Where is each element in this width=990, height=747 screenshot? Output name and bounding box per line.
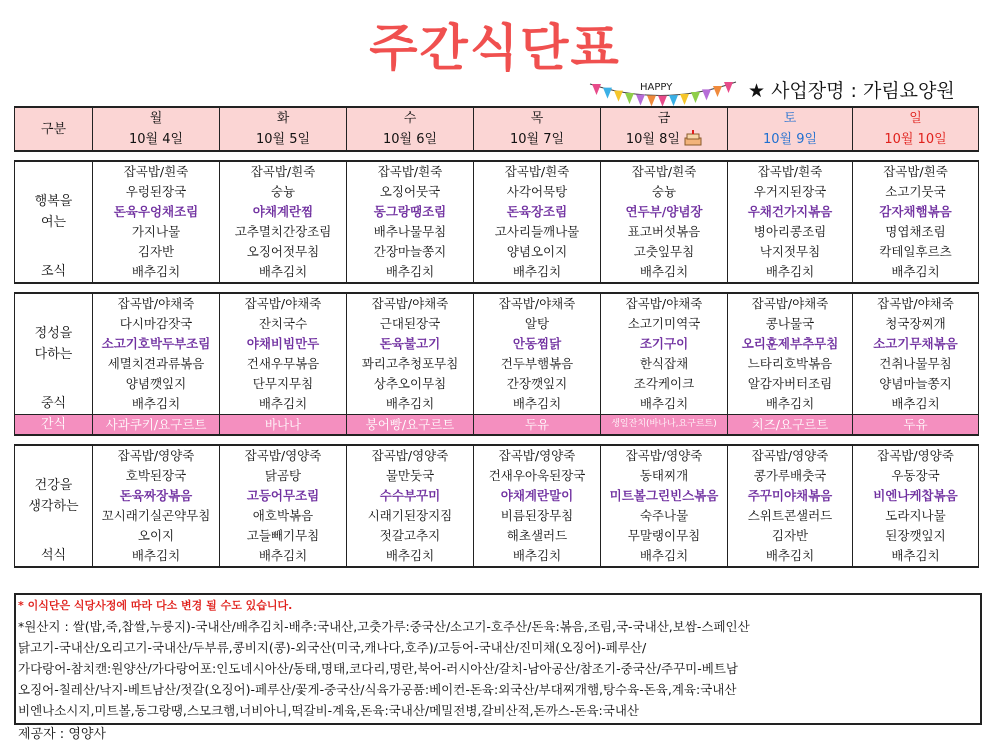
menu-item: 배추김치 [853, 262, 979, 283]
origin-line: *원산지 : 쌀(밥,죽,찹쌀,누룽지)-국내산/배추김치-배추:국내산,고춧가루:중국산/소고기-호주산/돈육:볶음,조림,국-국내산,보쌈-스페인산 [18, 619, 750, 634]
menu-item: 배추김치 [853, 546, 979, 567]
banner-flag [625, 93, 634, 104]
menu-item: 건새우아욱된장국 [474, 466, 601, 486]
menu-item: 잡곡밥/흰죽 [728, 161, 853, 182]
menu-item: 표고버섯볶음 [601, 222, 728, 242]
day-date-text: 10월 7일 [509, 132, 565, 147]
menu-item: 칵테일후르츠 [853, 242, 979, 262]
menu-item: 연두부/양념장 [601, 202, 728, 222]
day-date-text: 10월 10일 [884, 132, 947, 147]
menu-item: 배추김치 [853, 394, 979, 415]
menu-item: 가지나물 [93, 222, 220, 242]
menu-item: 숭늉 [601, 182, 728, 202]
menu-item: 병아리콩조림 [728, 222, 853, 242]
day-date-text: 10월 6일 [382, 132, 438, 147]
menu-item: 잡곡밥/야채죽 [853, 293, 979, 314]
menu-item: 우채건가지볶음 [728, 202, 853, 222]
menu-item: 감자채햄볶음 [853, 202, 979, 222]
menu-item: 배추김치 [347, 546, 474, 567]
cake-icon [684, 130, 702, 146]
menu-item: 배추김치 [220, 262, 347, 283]
menu-item: 잡곡밥/흰죽 [347, 161, 474, 182]
menu-item: 잡곡밥/영양죽 [93, 445, 220, 466]
menu-item: 잡곡밥/영양죽 [220, 445, 347, 466]
menu-item: 잡곡밥/흰죽 [474, 161, 601, 182]
menu-item: 잡곡밥/영양죽 [474, 445, 601, 466]
menu-item: 낙지젓무침 [728, 242, 853, 262]
menu-item: 배추김치 [93, 262, 220, 283]
menu-item: 배추김치 [474, 394, 601, 415]
snack-item: 사과쿠키/요구르트 [93, 415, 220, 436]
snack-item: 두유 [474, 415, 601, 436]
menu-item: 오리훈제부추무침 [728, 334, 853, 354]
day-date [93, 129, 220, 151]
menu-item: 돈육불고기 [347, 334, 474, 354]
menu-item: 해초샐러드 [474, 526, 601, 546]
day-name: 화 [220, 107, 347, 129]
day-date [728, 129, 853, 151]
menu-item: 건두부햄볶음 [474, 354, 601, 374]
dinner-label [15, 445, 93, 546]
menu-item: 우동장국 [853, 466, 979, 486]
menu-item: 오이지 [93, 526, 220, 546]
day-date [474, 129, 601, 151]
menu-item: 명엽채조림 [853, 222, 979, 242]
menu-item: 수수부꾸미 [347, 486, 474, 506]
weekly-menu-table [14, 106, 979, 568]
banner-flag [592, 84, 601, 95]
notes-box [14, 593, 982, 725]
day-date [220, 129, 347, 151]
menu-item: 잡곡밥/야채죽 [93, 293, 220, 314]
menu-item: 우렁된장국 [93, 182, 220, 202]
menu-item: 동태찌개 [601, 466, 728, 486]
menu-item: 잡곡밥/영양죽 [347, 445, 474, 466]
day-name: 수 [347, 107, 474, 129]
lunch-label [15, 293, 93, 394]
origin-line: 비엔나소시지,미트볼,동그랑땡,스모크햄,너비아니,떡갈비-계육,돈육:국내산/메밀전병,갈비산적,돈까스-돈육:국내산 [18, 703, 639, 718]
origin-line: 닭고기-국내산/오리고기-국내산/두부류,콩비지(콩)-외국산(미국,캐나다,호주)/고등어-국내산/진미채(오징어)-페루산/ [18, 640, 647, 655]
spacer [15, 151, 979, 161]
menu-item: 배추나물무침 [347, 222, 474, 242]
menu-item: 된장깻잎지 [853, 526, 979, 546]
menu-item: 돈육우엉채조림 [93, 202, 220, 222]
provider-footer: 제공자 : 영양사 [18, 727, 106, 742]
menu-item: 소고기호박두부조림 [93, 334, 220, 354]
menu-item: 콩나물국 [728, 314, 853, 334]
day-date-text: 10월 5일 [255, 132, 311, 147]
menu-item: 간장깻잎지 [474, 374, 601, 394]
day-name: 일 [853, 107, 979, 129]
menu-item: 숭늉 [220, 182, 347, 202]
menu-item: 배추김치 [220, 394, 347, 415]
menu-item: 배추김치 [93, 546, 220, 567]
menu-item: 호박된장국 [93, 466, 220, 486]
day-date [347, 129, 474, 151]
menu-item: 꽈리고추청포무침 [347, 354, 474, 374]
menu-item: 미트볼그린빈스볶음 [601, 486, 728, 506]
menu-item: 콩가루배춧국 [728, 466, 853, 486]
menu-item: 조기구이 [601, 334, 728, 354]
snack-label: 간식 [15, 415, 93, 436]
menu-item: 고추멸치간장조림 [220, 222, 347, 242]
menu-item: 세멸치견과류볶음 [93, 354, 220, 374]
menu-item: 배추김치 [93, 394, 220, 415]
snack-item: 생일잔치(바나나,요구르트) [601, 415, 728, 436]
menu-item: 근대된장국 [347, 314, 474, 334]
menu-item: 배추김치 [220, 546, 347, 567]
day-date [853, 129, 979, 151]
menu-item: 잡곡밥/흰죽 [93, 161, 220, 182]
menu-item: 조각케이크 [601, 374, 728, 394]
menu-item: 단무지무침 [220, 374, 347, 394]
day-name: 토 [728, 107, 853, 129]
day-name: 월 [93, 107, 220, 129]
lunch-meal-name: 중식 [15, 394, 93, 415]
menu-item: 애호박볶음 [220, 506, 347, 526]
menu-item: 비엔나케찹볶음 [853, 486, 979, 506]
origin-line: 가다랑어-참치캔:원양산/가다랑어포:인도네시아산/동태,명태,코다리,명란,북어-러시아산/갈치-남아공산/참조기-중국산/주꾸미-베트남 [18, 661, 738, 676]
menu-item: 잔치국수 [220, 314, 347, 334]
menu-item: 물만둣국 [347, 466, 474, 486]
menu-item: 오징어뭇국 [347, 182, 474, 202]
menu-item: 오징어젓무침 [220, 242, 347, 262]
breakfast-label [15, 161, 93, 262]
banner-flag [713, 86, 722, 97]
meal-slogan-line: 정성을 [34, 326, 73, 341]
menu-item: 청국장찌개 [853, 314, 979, 334]
menu-item: 소고기무채볶음 [853, 334, 979, 354]
menu-item: 젓갈고추지 [347, 526, 474, 546]
menu-item: 고춧잎무침 [601, 242, 728, 262]
menu-item: 건새우무볶음 [220, 354, 347, 374]
day-name: 목 [474, 107, 601, 129]
menu-item: 잡곡밥/야채죽 [347, 293, 474, 314]
menu-item: 배추김치 [728, 394, 853, 415]
spacer [15, 435, 979, 445]
menu-item: 스위트콘샐러드 [728, 506, 853, 526]
menu-item: 양념마늘쫑지 [853, 374, 979, 394]
snack-item: 치즈/요구르트 [728, 415, 853, 436]
menu-item: 알감자버터조림 [728, 374, 853, 394]
menu-item: 배추김치 [474, 262, 601, 283]
menu-item: 닭곰탕 [220, 466, 347, 486]
banner-flag [669, 95, 678, 106]
snack-item: 두유 [853, 415, 979, 436]
menu-item: 배추김치 [474, 546, 601, 567]
menu-item: 시래기된장지짐 [347, 506, 474, 526]
banner-flag [658, 96, 667, 107]
menu-item: 배추김치 [601, 546, 728, 567]
svg-text:HAPPY: HAPPY [640, 82, 673, 93]
menu-item: 김자반 [93, 242, 220, 262]
menu-item: 한식잡채 [601, 354, 728, 374]
origin-line: 오징어-칠레산/낙지-베트남산/젓갈(오징어)-페루산/꽃게-중국산/식육가공품:베이컨-돈육:외국산/부대찌개햄,탕수육-돈육,계육:국내산 [18, 682, 737, 697]
menu-item: 돈육짜장볶음 [93, 486, 220, 506]
breakfast-meal-name: 조식 [15, 262, 93, 283]
menu-item: 잡곡밥/야채죽 [728, 293, 853, 314]
banner-flag [614, 91, 623, 102]
menu-item: 잡곡밥/영양죽 [601, 445, 728, 466]
day-name: 금 [601, 107, 728, 129]
menu-item: 양념깻잎지 [93, 374, 220, 394]
banner-flag [636, 95, 645, 106]
dinner-meal-name: 석식 [15, 546, 93, 567]
menu-item: 잡곡밥/흰죽 [220, 161, 347, 182]
snack-item: 바나나 [220, 415, 347, 436]
spacer [15, 283, 979, 293]
menu-item: 무말랭이무침 [601, 526, 728, 546]
page-title: 주간식단표 [369, 19, 621, 77]
menu-item: 잡곡밥/영양죽 [728, 445, 853, 466]
menu-item: 사각어묵탕 [474, 182, 601, 202]
menu-item: 우거지된장국 [728, 182, 853, 202]
day-date [601, 129, 728, 151]
workplace-name: ★ 사업장명 : 가림요양원 [748, 80, 955, 102]
menu-item: 야채비빔만두 [220, 334, 347, 354]
banner-flag [647, 95, 656, 106]
category-header: 구분 [15, 107, 93, 151]
banner-flag [724, 82, 733, 93]
menu-item: 김자반 [728, 526, 853, 546]
menu-item: 주꾸미야채볶음 [728, 486, 853, 506]
notes-warning: * 이식단은 식당사정에 따라 다소 변경 될 수도 있습니다. [18, 599, 293, 612]
menu-item: 도라지나물 [853, 506, 979, 526]
menu-item: 숙주나물 [601, 506, 728, 526]
menu-item: 알탕 [474, 314, 601, 334]
day-date-text: 10월 9일 [762, 132, 818, 147]
menu-item: 양념오이지 [474, 242, 601, 262]
menu-item: 건취나물무침 [853, 354, 979, 374]
menu-item: 배추김치 [601, 262, 728, 283]
menu-item: 배추김치 [728, 262, 853, 283]
menu-item: 잡곡밥/야채죽 [474, 293, 601, 314]
menu-item: 고사리들깨나물 [474, 222, 601, 242]
meal-slogan-line: 여는 [40, 215, 67, 230]
menu-item: 잡곡밥/흰죽 [853, 161, 979, 182]
banner-flag [702, 89, 711, 100]
menu-item: 동그랑땡조림 [347, 202, 474, 222]
meal-slogan-line: 행복을 [34, 194, 73, 209]
menu-item: 잡곡밥/야채죽 [220, 293, 347, 314]
menu-item: 간장마늘쫑지 [347, 242, 474, 262]
banner-flag [691, 92, 700, 103]
meal-slogan-line: 다하는 [34, 347, 73, 362]
menu-item: 꼬시래기실곤약무침 [93, 506, 220, 526]
menu-item: 배추김치 [347, 262, 474, 283]
menu-item: 소고기미역국 [601, 314, 728, 334]
menu-item: 배추김치 [347, 394, 474, 415]
day-date-text: 10월 8일 [625, 132, 680, 147]
menu-item: 느타리호박볶음 [728, 354, 853, 374]
menu-item: 잡곡밥/야채죽 [601, 293, 728, 314]
menu-item: 야채계란말이 [474, 486, 601, 506]
menu-item: 고등어무조림 [220, 486, 347, 506]
menu-item: 배추김치 [601, 394, 728, 415]
menu-item: 소고기뭇국 [853, 182, 979, 202]
menu-item: 비름된장무침 [474, 506, 601, 526]
menu-item: 돈육장조림 [474, 202, 601, 222]
banner-flag [680, 94, 689, 105]
menu-item: 상추오이무침 [347, 374, 474, 394]
day-date-text: 10월 4일 [128, 132, 184, 147]
banner-flag [603, 88, 612, 99]
menu-item: 잡곡밥/영양죽 [853, 445, 979, 466]
menu-item: 배추김치 [728, 546, 853, 567]
menu-item: 잡곡밥/흰죽 [601, 161, 728, 182]
menu-item: 고들빼기무침 [220, 526, 347, 546]
meal-slogan-line: 생각하는 [28, 499, 79, 514]
meal-slogan-line: 건강을 [34, 478, 73, 493]
menu-item: 야채계란찜 [220, 202, 347, 222]
menu-item: 안동찜닭 [474, 334, 601, 354]
snack-item: 붕어빵/요구르트 [347, 415, 474, 436]
menu-item: 다시마감잣국 [93, 314, 220, 334]
